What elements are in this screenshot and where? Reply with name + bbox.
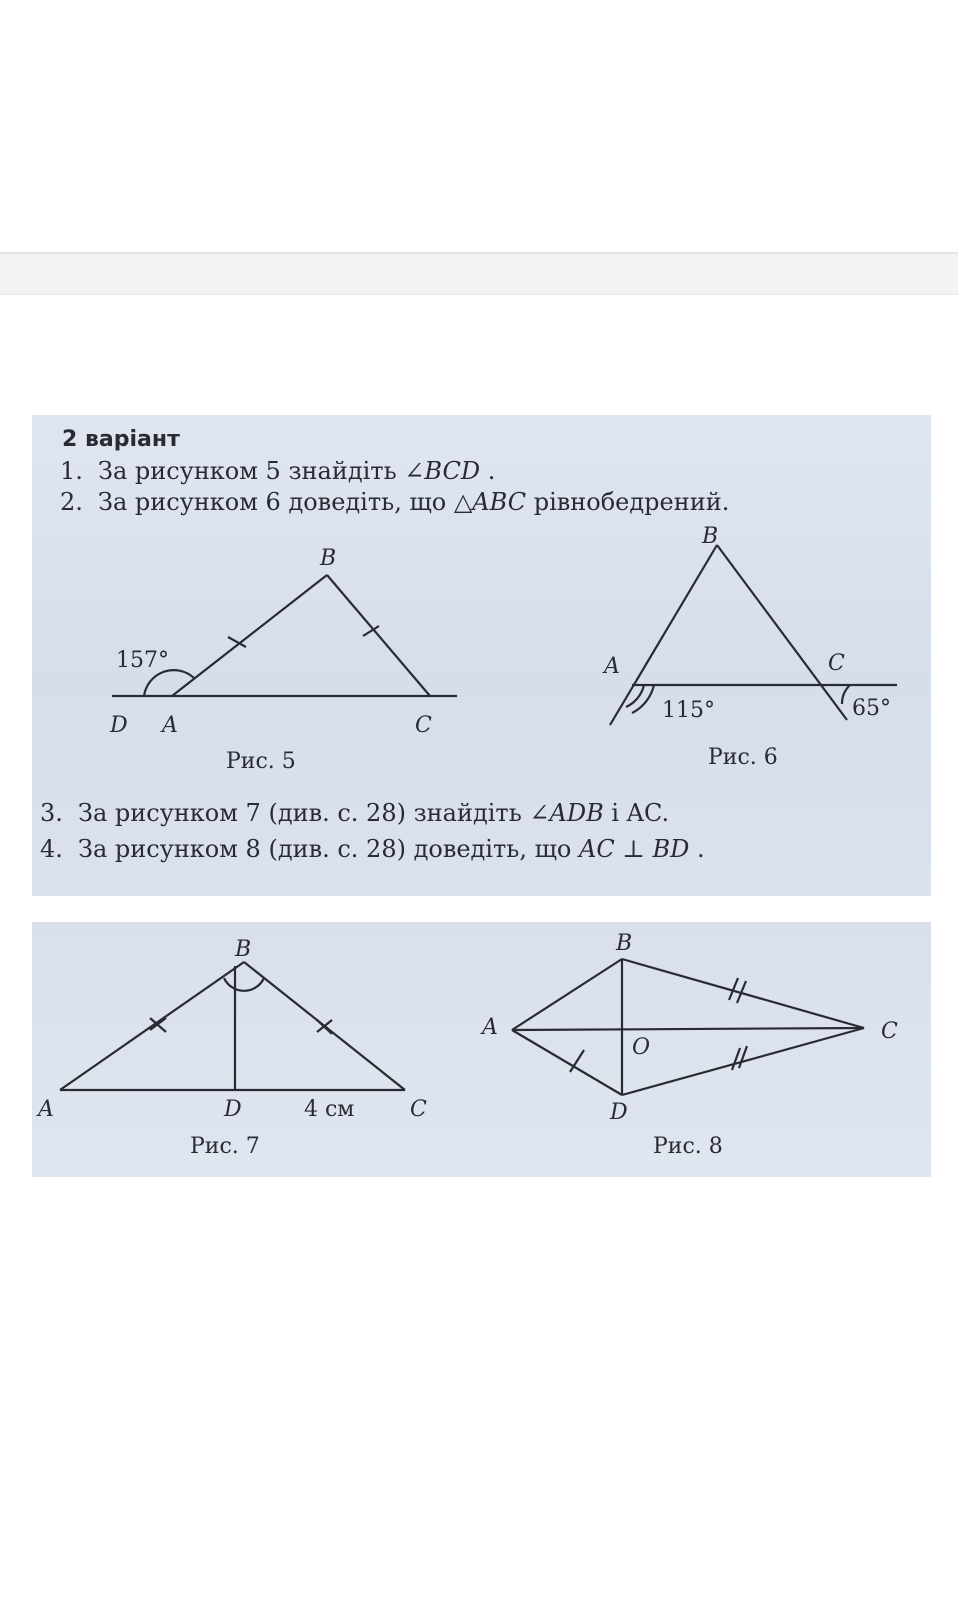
fig6-side-bc xyxy=(717,545,847,720)
fig5-label-c: C xyxy=(415,713,432,738)
fig5-angle-label: 157° xyxy=(116,648,169,673)
fig8-label-o: O xyxy=(632,1035,651,1060)
fig7-side-ab xyxy=(60,962,244,1090)
fig8-label-b: B xyxy=(616,931,633,956)
textbook-photo-bottom xyxy=(32,922,931,1177)
fig5-side-ab xyxy=(172,575,327,696)
fig7-angle-arc xyxy=(224,978,264,991)
fig8-side-da xyxy=(512,1030,622,1095)
fig5-caption: Рис. 5 xyxy=(226,749,296,774)
task-1: 1. За рисунком 5 знайдіть ∠BCD . xyxy=(60,457,496,485)
fig7-segment-label: 4 см xyxy=(304,1097,355,1122)
task-3: 3. За рисунком 7 (див. с. 28) знайдіть ∠ADB і AC. xyxy=(40,799,670,827)
fig6-angle-left-label: 115° xyxy=(662,698,715,723)
fig6-caption: Рис. 6 xyxy=(708,745,778,770)
textbook-photo-top xyxy=(32,415,931,896)
variant-heading: 2 варіант xyxy=(62,427,180,452)
fig7-caption: Рис. 7 xyxy=(190,1134,260,1159)
fig5-label-b: B xyxy=(320,546,337,571)
fig5-label-a: A xyxy=(162,713,178,738)
fig5-angle-arc xyxy=(144,670,194,696)
fig8-label-a: A xyxy=(482,1015,498,1040)
fig8-side-cd xyxy=(622,1028,864,1095)
fig8-diagonal-ac xyxy=(512,1028,864,1030)
figures-7-8 xyxy=(32,922,931,1177)
fig8-side-bc xyxy=(622,959,864,1028)
task-4: 4. За рисунком 8 (див. с. 28) доведіть, що AC ⊥ BD . xyxy=(40,835,705,863)
figure-7 xyxy=(36,937,427,1159)
fig5-side-bc xyxy=(327,575,430,696)
task-2: 2. За рисунком 6 доведіть, що △ABC рівнобедрений. xyxy=(60,488,730,516)
figure-5 xyxy=(109,546,457,774)
fig7-label-d: D xyxy=(224,1097,242,1122)
fig7-label-a: A xyxy=(38,1097,54,1122)
divider-band xyxy=(0,252,958,295)
fig6-label-b: B xyxy=(702,524,719,549)
fig7-label-c: C xyxy=(410,1097,427,1122)
fig6-angle-right-label: 65° xyxy=(852,696,891,721)
fig6-label-a: A xyxy=(604,654,620,679)
fig8-side-ab xyxy=(512,959,622,1030)
fig6-angle-arc-left-1 xyxy=(626,685,644,707)
fig5-label-d: D xyxy=(110,713,128,738)
fig7-label-b: B xyxy=(235,937,252,962)
fig6-angle-arc-right xyxy=(842,685,850,704)
fig8-label-c: C xyxy=(881,1019,898,1044)
fig6-label-c: C xyxy=(828,651,845,676)
fig8-label-d: D xyxy=(610,1100,628,1125)
fig8-caption: Рис. 8 xyxy=(653,1134,723,1159)
figure-8 xyxy=(480,931,898,1159)
figure-6 xyxy=(602,524,897,770)
